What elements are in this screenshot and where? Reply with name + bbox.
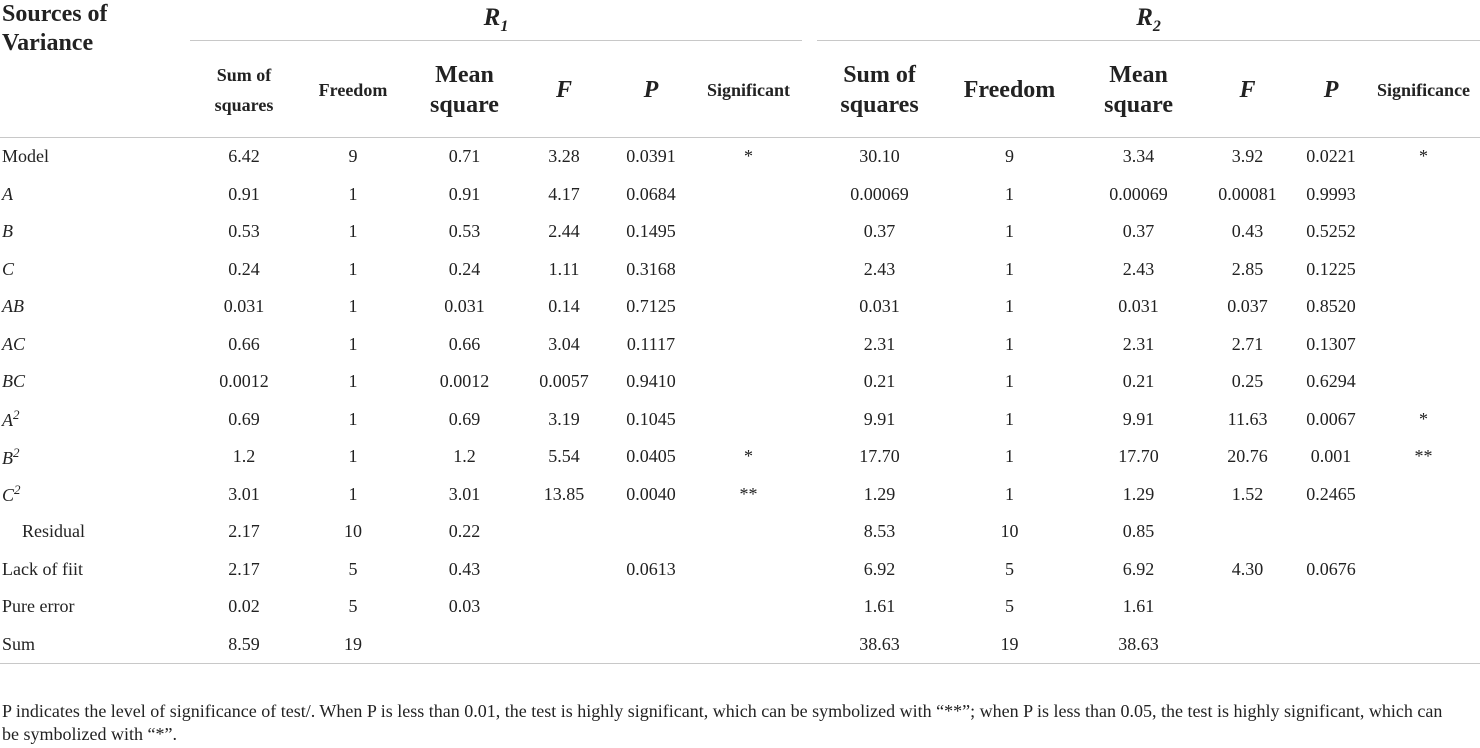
row-label-text: Lack of fiit [2,558,83,579]
table-row [0,363,1480,401]
row-label-text: C [2,258,15,279]
cell-r2-p: 0.9993 [1306,183,1356,204]
cell-r1-mean-square: 0.69 [448,408,481,429]
cell-r2-significance [1367,626,1480,664]
cell-r1-freedom: 1 [348,483,358,504]
cell-r2-mean-square: 2.43 [1122,258,1155,279]
cell-r1-sum-of-squares: 0.69 [228,408,260,429]
col-header-r1-freedom: Freedom [318,79,388,100]
cell-r1-p: 0.0405 [626,446,676,467]
row-label-text: B [2,221,13,242]
cell-r1-sum-of-squares: 0.02 [228,596,260,617]
cell-r2-significance: ** [1414,446,1433,467]
cell-r2-mean-square: 0.21 [1122,371,1155,392]
cell-r1-f: 2.44 [548,221,580,242]
table-row [0,513,1480,551]
col-header-text: Mean square [1104,61,1173,118]
cell-r2-p: 0.8520 [1306,296,1356,317]
cell-r1-significance [695,551,802,589]
cell-r1-significance: * [744,146,754,167]
table-body [0,138,1480,664]
cell-r2-sum-of-squares: 0.031 [859,296,900,317]
cell-r1-mean-square: 0.24 [448,258,481,279]
cell-r1-f: 13.85 [543,483,585,504]
cell-r2-sum-of-squares: 1.61 [863,596,896,617]
cell-r1-significance [695,288,802,326]
group-r2-subscript: 2 [1152,18,1161,35]
cell-r1-f: 4.17 [548,183,580,204]
cell-r2-sum-of-squares: 2.31 [863,333,896,354]
table-row [0,138,1480,176]
cell-r1-freedom: 19 [298,626,408,664]
col-header-r2-mean-square [1077,42,1200,137]
cell-r1-sum-of-squares: 0.24 [228,258,260,279]
cell-r1-f: 3.19 [548,408,580,429]
cell-r2-f: 11.63 [1227,408,1268,429]
row-label-exponent: 2 [13,444,20,460]
cell-r2-significance [1367,513,1480,551]
row-label [0,588,190,626]
group-header-r1 [190,0,802,41]
cell-r2-f: 4.30 [1231,558,1264,579]
cell-r2-p: 0.0221 [1306,146,1356,167]
cell-r2-freedom: 5 [1005,596,1015,617]
group-header-r2 [817,0,1480,41]
row-label-text: Pure error [2,596,75,617]
cell-r1-significance [695,626,802,664]
cell-r1-freedom: 1 [348,371,358,392]
sources-of-variance-header: Sources of Variance [2,1,108,56]
col-header-r1-f: F [555,76,572,103]
cell-r1-significance [695,588,802,626]
col-header-text: Sum of squares [840,61,919,118]
row-label-text: BC [2,371,26,392]
cell-r2-freedom: 1 [1005,258,1015,279]
cell-r2-f: 0.25 [1231,371,1264,392]
cell-r1-sum-of-squares: 0.031 [223,296,265,317]
row-label [0,551,190,589]
cell-r1-freedom: 1 [348,258,358,279]
cell-r2-significance [1367,588,1480,626]
cell-r1-mean-square: 3.01 [448,483,481,504]
cell-r1-sum-of-squares: 2.17 [228,558,260,579]
cell-r2-f: 3.92 [1231,146,1264,167]
col-header-r1-mean-square [408,42,521,137]
row-label [0,513,190,551]
col-header-r2-p: P [1323,76,1339,103]
col-header-text: Mean square [430,61,499,118]
cell-r2-sum-of-squares: 1.29 [863,483,896,504]
cell-r2-mean-square: 17.70 [1118,446,1159,467]
cell-r1-freedom: 9 [348,146,358,167]
cell-r2-mean-square: 2.31 [1122,333,1155,354]
cell-r2-sum-of-squares: 6.92 [863,558,896,579]
cell-r2-sum-of-squares: 2.43 [863,258,896,279]
col-header-r2-f: F [1239,76,1256,103]
cell-r2-freedom: 5 [1005,558,1015,579]
cell-r2-mean-square: 6.92 [1122,558,1155,579]
cell-r1-freedom: 1 [348,333,358,354]
cell-r2-f [1200,588,1295,626]
cell-r2-p: 0.0067 [1306,408,1356,429]
cell-r1-freedom: 5 [348,596,358,617]
cell-r1-sum-of-squares: 3.01 [228,483,260,504]
cell-r1-f: 3.28 [548,146,580,167]
cell-r2-p: 0.0676 [1306,558,1356,579]
cell-r1-f: 3.04 [548,333,580,354]
cell-r1-mean-square: 0.91 [448,183,481,204]
cell-r2-p [1295,588,1367,626]
cell-r2-freedom: 1 [1005,371,1015,392]
row-label [0,363,190,401]
cell-r1-mean-square: 0.03 [448,596,481,617]
cell-r1-f: 0.0057 [539,371,589,392]
cell-r2-f: 20.76 [1227,446,1268,467]
cell-r2-significance [1367,288,1480,326]
group-r2-letter: R [1136,4,1153,31]
cell-r2-p: 0.1225 [1306,258,1356,279]
cell-r1-p: 0.0613 [626,558,676,579]
cell-r2-mean-square: 0.85 [1122,521,1155,542]
table-row [0,213,1480,251]
cell-r1-mean-square: 0.53 [448,221,481,242]
cell-r1-f: 5.54 [548,446,580,467]
cell-r1-significance: * [744,446,754,467]
cell-r1-p [607,588,695,626]
row-label-text: C [2,485,15,506]
cell-r1-sum-of-squares: 0.0012 [219,371,269,392]
row-label [0,251,190,289]
cell-r2-freedom: 1 [1005,296,1015,317]
cell-r1-p: 0.0040 [626,483,676,504]
row-label-text: AC [2,333,26,354]
cell-r1-p: 0.1045 [626,408,676,429]
table-row [0,401,1480,439]
cell-r1-p: 0.3168 [626,258,676,279]
cell-r2-p: 0.5252 [1306,221,1356,242]
cell-r1-freedom: 1 [348,183,358,204]
cell-r2-significance: * [1419,146,1429,167]
cell-r1-significance [695,251,802,289]
cell-r2-sum-of-squares: 0.21 [863,371,896,392]
cell-r2-sum-of-squares: 9.91 [863,408,896,429]
row-label-text: Residual [22,521,85,542]
cell-r1-sum-of-squares: 8.59 [190,626,298,664]
cell-r2-f: 1.52 [1231,483,1264,504]
cell-r2-p: 0.1307 [1306,333,1356,354]
cell-r2-freedom: 1 [1005,183,1015,204]
cell-r2-f: 2.85 [1231,258,1264,279]
cell-r2-freedom: 9 [1005,146,1015,167]
col-header-r2-freedom: Freedom [963,76,1056,103]
cell-r1-significance [695,401,802,439]
cell-r1-p: 0.1495 [626,221,676,242]
table-row [0,476,1480,514]
cell-r1-significance [695,213,802,251]
cell-r1-freedom: 10 [344,521,362,542]
row-label [0,626,190,664]
row-label [0,213,190,251]
cell-r2-significance [1367,251,1480,289]
cell-r1-significance [695,176,802,214]
cell-r1-sum-of-squares: 0.91 [228,183,260,204]
cell-r1-significance [695,326,802,364]
cell-r2-sum-of-squares: 0.00069 [850,183,909,204]
row-label [0,326,190,364]
cell-r2-p: 0.6294 [1306,371,1356,392]
row-label-text: AB [2,296,24,317]
row-label [0,401,190,439]
cell-r1-freedom: 1 [348,446,358,467]
row-label-text: Sum [2,633,36,654]
cell-r1-sum-of-squares: 6.42 [228,146,260,167]
cell-r1-f: 1.11 [548,258,580,279]
cell-r1-p: 0.7125 [626,296,676,317]
cell-r2-f: 2.71 [1231,333,1264,354]
cell-r1-mean-square: 0.66 [448,333,481,354]
cell-r1-sum-of-squares: 1.2 [232,446,256,467]
cell-r2-f: 0.43 [1231,221,1264,242]
cell-r2-significance [1367,213,1480,251]
table-row [0,326,1480,364]
col-header-r2-significance: Significance [1377,79,1471,100]
cell-r1-sum-of-squares: 2.17 [228,521,260,542]
table-row [0,626,1480,664]
col-header-r2-sum-of-squares [817,42,942,137]
cell-r2-f: 0.037 [1227,296,1268,317]
table-row [0,176,1480,214]
cell-r2-mean-square: 1.29 [1122,483,1155,504]
cell-r2-p [1295,626,1367,664]
cell-r1-mean-square: 0.71 [448,146,481,167]
cell-r1-f: 0.14 [548,296,580,317]
table-row [0,438,1480,476]
cell-r2-p: 0.2465 [1306,483,1356,504]
row-label [0,438,190,476]
cell-r1-freedom: 1 [348,296,358,317]
row-label-text: B [2,447,13,468]
row-label-text: Model [2,146,49,167]
cell-r1-significance [695,363,802,401]
table-footnote: P indicates the level of significance of test/. When P is less than 0.01, the test is highly significant, which can be symbolized with “**”; when P is less than 0.05, the test is highly significant, which can be symbolized with “*”. [2,701,1443,744]
cell-r2-freedom: 1 [1005,333,1015,354]
cell-r1-mean-square: 1.2 [453,446,476,467]
cell-r2-freedom: 1 [1005,408,1015,429]
cell-r1-significance: ** [739,483,758,504]
table-row [0,251,1480,289]
cell-r2-p [1295,513,1367,551]
cell-r2-mean-square: 38.63 [1077,626,1200,664]
cell-r1-sum-of-squares: 0.53 [228,221,260,242]
cell-r2-sum-of-squares: 30.10 [859,146,900,167]
cell-r2-significance [1367,551,1480,589]
cell-r1-freedom: 5 [348,558,358,579]
cell-r1-p: 0.0391 [626,146,676,167]
cell-r2-mean-square: 9.91 [1122,408,1155,429]
cell-r1-f [521,626,607,664]
cell-r2-p: 0.001 [1310,446,1352,467]
cell-r1-f [521,551,607,589]
row-label [0,176,190,214]
group-r1-letter: R [483,4,501,31]
cell-r2-sum-of-squares: 0.37 [863,221,896,242]
cell-r2-freedom: 1 [1005,446,1015,467]
cell-r2-freedom: 19 [942,626,1077,664]
cell-r2-significance [1367,476,1480,514]
row-label [0,138,190,176]
cell-r1-freedom: 1 [348,221,358,242]
cell-r1-mean-square: 0.031 [444,296,485,317]
row-label-exponent: 2 [14,482,21,498]
cell-r1-p: 0.0684 [626,183,676,204]
cell-r2-f: 0.00081 [1218,183,1277,204]
cell-r2-sum-of-squares: 17.70 [859,446,900,467]
row-label-exponent: 2 [13,407,20,423]
cell-r2-significance [1367,326,1480,364]
cell-r2-mean-square: 1.61 [1122,596,1155,617]
col-header-r1-significant: Significant [707,79,791,100]
cell-r2-f [1200,513,1295,551]
cell-r1-f [521,513,607,551]
group-r1-subscript: 1 [500,18,509,35]
cell-r2-f [1200,626,1295,664]
cell-r2-mean-square: 0.37 [1122,221,1155,242]
cell-r1-mean-square [408,626,521,664]
row-label-text: A [2,410,13,431]
cell-r2-significance [1367,363,1480,401]
cell-r1-significance [695,513,802,551]
cell-r2-sum-of-squares: 8.53 [863,521,896,542]
col-header-r1-p: P [643,76,659,103]
cell-r2-significance [1367,176,1480,214]
cell-r1-p: 0.1117 [626,333,676,354]
cell-r2-mean-square: 3.34 [1122,146,1155,167]
col-header-r1-sum-of-squares [190,42,298,137]
cell-r1-f [521,588,607,626]
col-header-text: Sum of squares [214,64,274,115]
cell-r2-mean-square: 0.031 [1118,296,1159,317]
cell-r1-sum-of-squares: 0.66 [228,333,260,354]
cell-r2-freedom: 1 [1005,483,1015,504]
cell-r1-mean-square: 0.22 [448,521,481,542]
cell-r2-sum-of-squares: 38.63 [817,626,942,664]
cell-r2-freedom: 1 [1005,221,1015,242]
cell-r1-p [607,626,695,664]
cell-r2-freedom: 10 [1000,521,1019,542]
cell-r1-p: 0.9410 [626,371,676,392]
cell-r1-freedom: 1 [348,408,358,429]
table-row [0,288,1480,326]
row-label [0,476,190,514]
cell-r1-mean-square: 0.43 [448,558,481,579]
cell-r1-p [607,513,695,551]
cell-r1-mean-square: 0.0012 [439,371,490,392]
table-row [0,588,1480,626]
row-label-text: A [2,183,13,204]
table-row [0,551,1480,589]
row-label [0,288,190,326]
cell-r2-mean-square: 0.00069 [1109,183,1168,204]
cell-r2-significance: * [1419,408,1429,429]
